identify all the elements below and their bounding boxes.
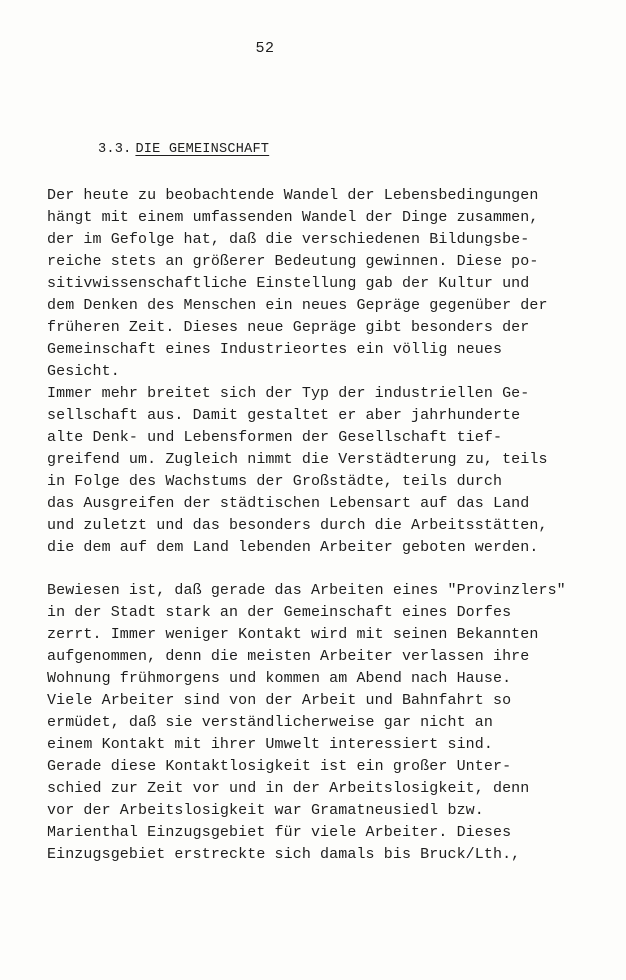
section-number: 3.3. <box>98 142 132 157</box>
text-line: Gesicht. <box>47 363 120 380</box>
text-line: greifend um. Zugleich nimmt die Verstädterung zu, teils <box>47 451 548 468</box>
text-line: alte Denk- und Lebensformen der Gesellschaft tief- <box>47 429 503 446</box>
text-line: dem Denken des Menschen ein neues Gepräge gegenüber der <box>47 297 548 314</box>
text-line: aufgenommen, denn die meisten Arbeiter verlassen ihre <box>47 648 530 665</box>
text-line: hängt mit einem umfassenden Wandel der Dinge zusammen, <box>47 209 539 226</box>
text-line: ermüdet, daß sie verständlicherweise gar nicht an <box>47 714 493 731</box>
text-line: Immer mehr breitet sich der Typ der industriellen Ge- <box>47 385 530 402</box>
text-line: in Folge des Wachstums der Großstädte, teils durch <box>47 473 503 490</box>
text-line: Wohnung frühmorgens und kommen am Abend nach Hause. <box>47 670 512 687</box>
text-line: zerrt. Immer weniger Kontakt wird mit seinen Bekannten <box>47 626 539 643</box>
text-line: der im Gefolge hat, daß die verschiedenen Bildungsbe- <box>47 231 530 248</box>
text-line: in der Stadt stark an der Gemeinschaft eines Dorfes <box>47 604 512 621</box>
text-line: einem Kontakt mit ihrer Umwelt interessiert sind. <box>47 736 493 753</box>
text-line: vor der Arbeitslosigkeit war Gramatneusiedl bzw. <box>47 802 484 819</box>
text-line: sitivwissenschaftliche Einstellung gab der Kultur und <box>47 275 530 292</box>
text-line: Bewiesen ist, daß gerade das Arbeiten eines "Provinzlers" <box>47 582 566 599</box>
text-line: Gerade diese Kontaktlosigkeit ist ein großer Unter- <box>47 758 512 775</box>
text-line: Gemeinschaft eines Industrieortes ein völlig neues <box>47 341 503 358</box>
text-line: Der heute zu beobachtende Wandel der Lebensbedingungen <box>47 187 539 204</box>
section-title: DIE GEMEINSCHAFT <box>135 142 270 157</box>
text-line: Viele Arbeiter sind von der Arbeit und Bahnfahrt so <box>47 692 512 709</box>
text-line: reiche stets an größerer Bedeutung gewinnen. Diese po- <box>47 253 539 270</box>
section-heading <box>98 142 269 157</box>
text-line: und zuletzt und das besonders durch die Arbeitsstätten, <box>47 517 548 534</box>
text-line: die dem auf dem Land lebenden Arbeiter geboten werden. <box>47 539 539 556</box>
text-line: Einzugsgebiet erstreckte sich damals bis Bruck/Lth., <box>47 846 521 863</box>
page-number: 52 <box>255 40 275 57</box>
paragraph-2 <box>47 580 617 866</box>
text-line: Marienthal Einzugsgebiet für viele Arbeiter. Dieses <box>47 824 512 841</box>
text-line: sellschaft aus. Damit gestaltet er aber jahrhunderte <box>47 407 521 424</box>
text-line: früheren Zeit. Dieses neue Gepräge gibt besonders der <box>47 319 530 336</box>
text-line: das Ausgreifen der städtischen Lebensart auf das Land <box>47 495 530 512</box>
paragraph-1 <box>47 185 617 559</box>
text-line: schied zur Zeit vor und in der Arbeitslosigkeit, denn <box>47 780 530 797</box>
